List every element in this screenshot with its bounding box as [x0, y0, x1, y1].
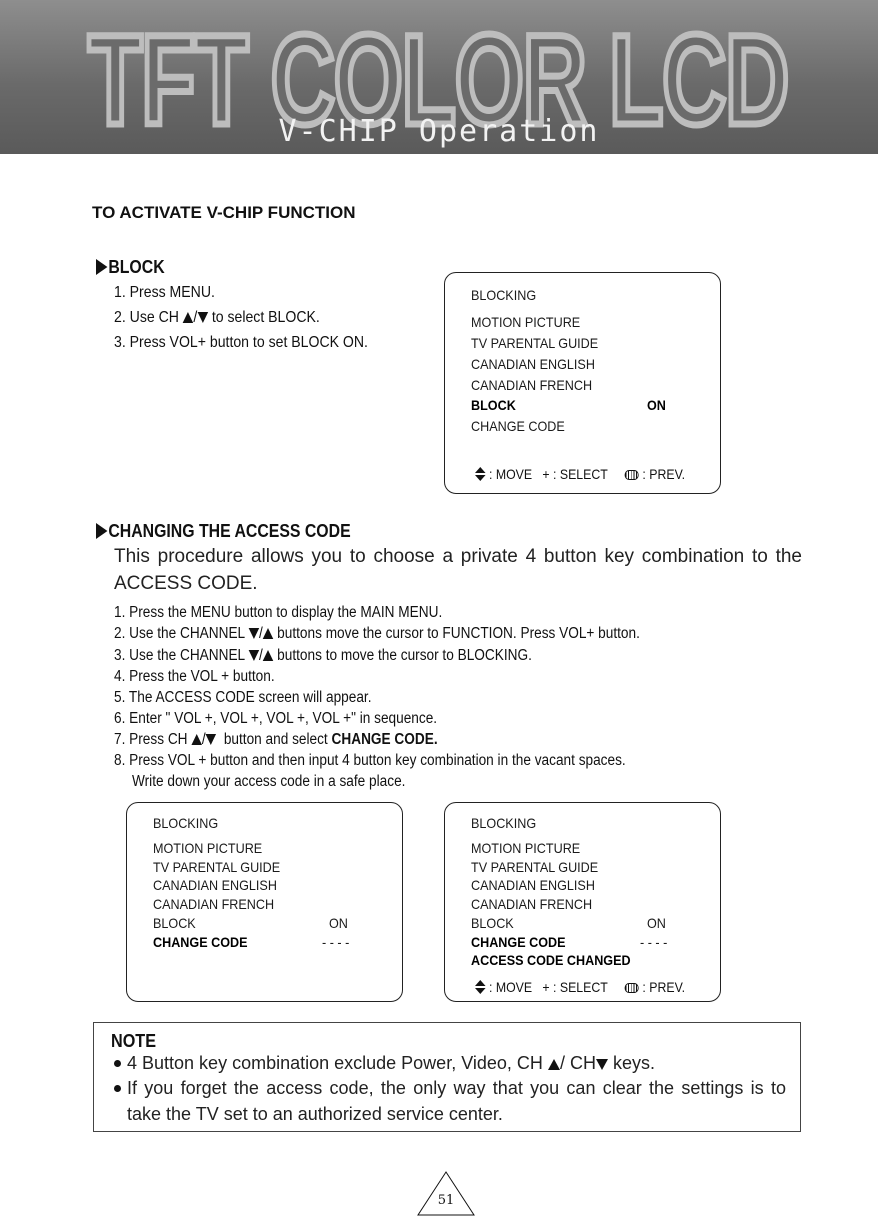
access-step-2-b: buttons move the cursor to FUNCTION. Press VOL+ button. [277, 625, 640, 642]
note-title: NOTE [111, 1031, 157, 1051]
block-step-1: 1. Press MENU. [114, 284, 215, 301]
block-title-text: BLOCK [108, 257, 165, 277]
down-triangle-icon [596, 1059, 608, 1070]
osd-code-value: - - - - [640, 934, 668, 950]
access-step-3-a: 3. Use the CHANNEL [114, 647, 245, 664]
block-section-title [96, 257, 165, 278]
osd-item: CANADIAN FRENCH [471, 896, 593, 912]
bullet-icon [114, 1085, 121, 1092]
osd-code-changed-menu [444, 802, 721, 1002]
access-step-7 [114, 732, 438, 748]
up-triangle-icon [263, 628, 274, 639]
access-section-title [96, 521, 351, 542]
down-triangle-icon [248, 650, 259, 661]
note-line-1-b: / CH [559, 1053, 596, 1073]
footer-select: + : SELECT [542, 466, 608, 482]
bullet-icon [114, 1060, 121, 1067]
osd-changed-message: ACCESS CODE CHANGED [471, 952, 631, 968]
access-title-text: CHANGING THE ACCESS CODE [108, 521, 351, 541]
note-line-2 [114, 1075, 786, 1127]
page-title: V-CHIP Operation [278, 114, 600, 149]
osd-block-value: ON [329, 915, 348, 931]
slash: / [259, 625, 263, 642]
osd-item: CANADIAN ENGLISH [471, 356, 595, 372]
access-step-3-b: buttons to move the cursor to BLOCKING. [277, 647, 532, 664]
access-step-2 [114, 626, 640, 642]
osd-block-value: ON [647, 915, 666, 931]
osd-block-value: ON [647, 397, 666, 413]
osd-item: TV PARENTAL GUIDE [471, 859, 599, 875]
osd-item: TV PARENTAL GUIDE [153, 859, 281, 875]
slash: / [201, 731, 206, 748]
down-triangle-icon [197, 312, 208, 323]
footer-move: : MOVE [488, 979, 533, 995]
access-step-5: 5. The ACCESS CODE screen will appear. [114, 689, 372, 706]
up-triangle-icon [263, 650, 274, 661]
note-box [93, 1022, 801, 1132]
down-triangle-icon [248, 628, 259, 639]
arrow-right-icon [96, 259, 107, 275]
up-triangle-icon [191, 734, 202, 745]
osd-block-label: BLOCK [471, 397, 516, 413]
osd-footer [475, 980, 685, 994]
osd-item: TV PARENTAL GUIDE [471, 335, 599, 351]
osd-change-code-menu [126, 802, 403, 1002]
osd-item: MOTION PICTURE [153, 840, 263, 856]
osd-blocking-menu [444, 272, 721, 494]
access-step-7-b: button and select [223, 731, 328, 748]
menu-button-icon [625, 470, 639, 480]
access-step-7-a: 7. Press CH [114, 731, 188, 748]
block-step-2-sep: / [193, 309, 198, 326]
block-step-2-text-b: to select BLOCK. [211, 309, 320, 326]
footer-select: + : SELECT [542, 979, 608, 995]
access-step-8: 8. Press VOL + button and then input 4 button key combination in the vacant spaces. [114, 752, 626, 769]
slash: / [259, 647, 263, 664]
osd-title: BLOCKING [471, 815, 537, 831]
up-triangle-icon [183, 312, 194, 323]
osd-code-value: - - - - [322, 934, 350, 950]
up-triangle-icon [548, 1059, 560, 1070]
page-number [416, 1170, 476, 1216]
logo-text: TFT COLOR LCD [88, 9, 788, 152]
note-line-1 [114, 1050, 786, 1076]
access-description: This procedure allows you to choose a private 4 button key combination to the ACCESS CODE. [114, 546, 802, 594]
osd-change-code: CHANGE CODE [471, 934, 566, 950]
osd-title: BLOCKING [153, 815, 219, 831]
header-banner [0, 0, 878, 154]
menu-button-icon [625, 983, 639, 993]
osd-change-code: CHANGE CODE [153, 934, 248, 950]
osd-item: CANADIAN FRENCH [471, 377, 593, 393]
up-down-icon [475, 980, 486, 994]
down-triangle-icon [206, 734, 217, 745]
osd-item: MOTION PICTURE [471, 314, 581, 330]
access-step-2-a: 2. Use the CHANNEL [114, 625, 245, 642]
footer-prev: : PREV. [642, 466, 686, 482]
up-down-icon [475, 467, 486, 481]
osd-item: CANADIAN FRENCH [153, 896, 275, 912]
access-step-6: 6. Enter " VOL +, VOL +, VOL +, VOL +" in sequence. [114, 710, 438, 727]
access-step-4: 4. Press the VOL + button. [114, 668, 275, 685]
access-step-1: 1. Press the MENU button to display the MAIN MENU. [114, 604, 443, 621]
note-line-1-a: 4 Button key combination exclude Power, Video, CH [127, 1053, 543, 1073]
main-heading: TO ACTIVATE V-CHIP FUNCTION [92, 203, 356, 222]
footer-prev: : PREV. [642, 979, 686, 995]
arrow-right-icon [96, 523, 107, 539]
footer-move: : MOVE [488, 466, 533, 482]
osd-block-label: BLOCK [471, 915, 514, 931]
access-step-3 [114, 648, 532, 664]
osd-footer [475, 467, 685, 481]
osd-title: BLOCKING [471, 287, 537, 303]
osd-item: CANADIAN ENGLISH [471, 877, 595, 893]
note-line-1-c: keys. [607, 1053, 655, 1073]
page-number-text: 51 [437, 1193, 455, 1208]
block-step-3: 3. Press VOL+ button to set BLOCK ON. [114, 334, 368, 351]
block-step-2-text-a: 2. Use CH [114, 309, 179, 326]
osd-block-label: BLOCK [153, 915, 196, 931]
osd-item: MOTION PICTURE [471, 840, 581, 856]
osd-item: CANADIAN ENGLISH [153, 877, 277, 893]
block-step-2 [114, 310, 320, 326]
note-line-2-text: If you forget the access code, the only way that you can clear the settings is to take the TV set to an authorized service center. [127, 1078, 786, 1124]
osd-change-code: CHANGE CODE [471, 418, 565, 434]
access-step-8-cont: Write down your access code in a safe place. [132, 773, 406, 790]
access-step-7-c: CHANGE CODE. [331, 731, 438, 748]
